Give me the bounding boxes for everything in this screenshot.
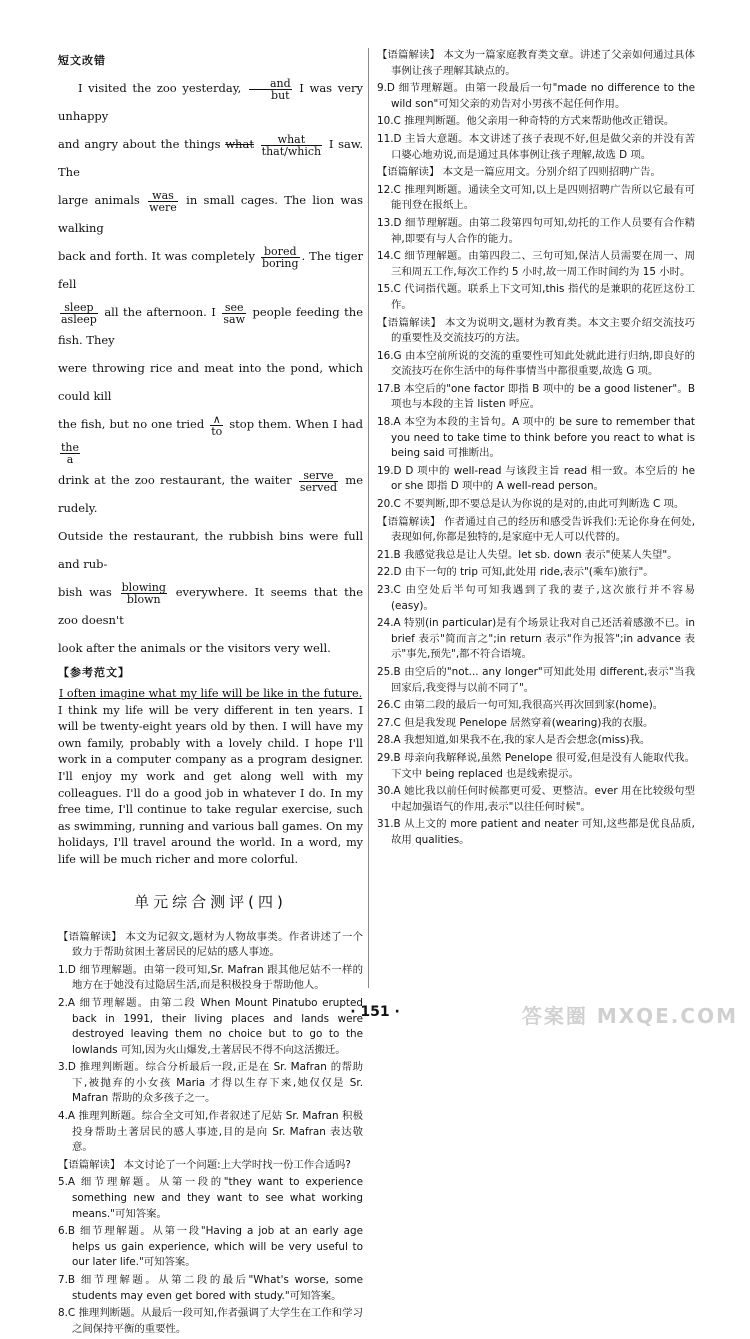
answer-entry: 14.C 细节理解题。由第四段二、三句可知,保洁人员需要在周一、周三和周五工作,每次工作约 5 小时,故一周工作时间约为 15 小时。 xyxy=(377,250,695,278)
corr-text: me rudely. xyxy=(58,473,364,515)
corr-line xyxy=(58,466,363,522)
answer-entry: 16.G 由本空前所说的交流的重要性可知此处就此进行归纳,即良好的交流技巧在你生活中的每件事情当中都很重要,故选 G 项。 xyxy=(377,349,695,378)
essay-body: I think my life will be very different in ten years. I will be twenty-eight years old by then. I will have my own family, probably with a lovely child. I hope I'll work in a computer company as a program designer. I'll enjoy my work and get along well with my colleagues. I'll do a good job in whatever I do. In my free time, I'll continue to take regular exercise, such as swimming, running and various ball games. On my holidays, I'll travel around the world. In a word, my life will be much richer and more colorful. xyxy=(58,703,363,866)
answer-entry: 23.C 由空处后半句可知我遇到了我的妻子,这次旅行并不容易(easy)。 xyxy=(377,584,695,612)
insert-mark: $\frac{\wedge}{to}$ xyxy=(211,412,223,438)
correction-mark: $\frac{\text{the}}{a}$ xyxy=(61,440,80,466)
corr-text: Outside the restaurant, the rubbish bins were full and rub- xyxy=(58,529,363,571)
corr-text: in small cages. The lion was walking xyxy=(58,193,364,235)
correction-mark: $\frac{\text{bored}}{\text{boring}}$ xyxy=(261,244,299,270)
sample-essay-label: 【参考范文】 xyxy=(58,666,130,679)
answer-entry: 3.D 推理判断题。综合分析最后一段,正是在 Sr. Mafran 的帮助下,被抛弃的小女孩 Maria 才得以生存下来,她仅仅是 Sr. Mafran 帮助的众多孩子之一。 xyxy=(58,1061,363,1105)
answer-entry: 25.B 由空后的"not... any longer"可知此处用 different,表示"当我回家后,我变得与以前不同了"。 xyxy=(377,665,695,694)
left-answer-list xyxy=(58,930,363,1338)
answer-entry: 5.A 细节理解题。从第一段的"they want to experience something new and they want to see what working means."可知答案。 xyxy=(58,1176,363,1220)
answer-entry: 15.C 代词指代题。联系上下文可知,this 指代的是兼职的花匠这份工作。 xyxy=(377,283,695,311)
right-answer-list xyxy=(377,48,695,849)
correction-label: 短文改错 xyxy=(58,54,106,67)
answer-entry: 27.C 但是我发现 Penelope 居然穿着(wearing)我的衣服。 xyxy=(377,716,654,729)
corr-text: large animals xyxy=(58,193,140,207)
correction-mark: $\frac{\text{see}}{\text{saw}}$ xyxy=(223,300,245,326)
page-number: · 151 · xyxy=(350,1004,400,1020)
answer-entry: 12.C 推理判断题。通读全文可知,以上是四则招聘广告所以它最有可能刊登在报纸上。 xyxy=(377,183,695,212)
answer-entry: 10.C 推理判断题。他父亲用一种奇特的方式来帮助他改正错误。 xyxy=(377,115,675,128)
answer-entry: 1.D 细节理解题。由第一段可知,Sr. Mafran 跟其他尼姑不一样的地方在于她没有过隐居生活,而是积极投身于帮助他人。 xyxy=(58,963,363,992)
answer-entry: 【语篇解读】 本文讨论了一个问题:上大学时找一份工作合适吗? xyxy=(58,1158,351,1171)
correction-mark: $\frac{\text{blowing}}{\text{blown}}$ xyxy=(121,580,166,606)
answer-entry: 【语篇解读】 本文为说明文,题材为教育类。本文主要介绍交流技巧的重要性及交流技巧的方法。 xyxy=(377,316,695,345)
answer-entry: 6.B 细节理解题。从第一段"Having a job at an early age helps us gain experience, which will be very useful to our later life."可知答案。 xyxy=(58,1225,363,1269)
answer-entry: 28.A 我想知道,如果我不在,我的家人是否会想念(miss)我。 xyxy=(377,734,651,747)
corr-text: were throwing rice and meat into the pond, which could kill xyxy=(58,361,363,403)
answer-entry: 9.D 细节理解题。由第一段最后一句"made no difference to the wild son"可知父亲的劝告对小男孩不起任何作用。 xyxy=(377,82,695,110)
answer-entry: 30.A 她比我以前任何时候都更可爱、更整洁。ever 用在比较级句型中起加强语气的作用,表示"以往任何时候"。 xyxy=(377,785,695,813)
correction-mark: $\frac{\text{was}}{\text{were}}$ xyxy=(149,188,177,214)
corr-text: drink at the zoo restaurant, the waiter xyxy=(58,473,292,487)
sample-essay xyxy=(58,686,363,869)
answer-entry: 13.D 细节理解题。由第二段第四句可知,幼托的工作人员要有合作精神,即要有与人合作的能力。 xyxy=(377,216,695,245)
left-column xyxy=(58,48,363,1339)
unit-title: 单元综合测评(四) xyxy=(134,892,287,911)
answer-entry: 4.A 推理判断题。综合全文可知,作者叙述了尼姑 Sr. Mafran 积极投身帮助土著居民的感人事迹,目的是向 Sr. Mafran 表达敬意。 xyxy=(58,1110,363,1154)
correction-mark: $\frac{\text{sleep}}{\text{asleep}}$ xyxy=(61,300,97,326)
corr-text: I saw. The xyxy=(58,137,363,179)
answer-entry: 21.B 我感觉我总是让人失望。let sb. down 表示"使某人失望"。 xyxy=(377,548,678,561)
corr-line xyxy=(58,354,363,410)
corr-text: stop them. When I had xyxy=(229,417,364,431)
corr-line xyxy=(58,578,363,634)
answer-entry: 2.A 细节理解题。由第二段 When Mount Pinatubo erupted back in 1991, their living places and lands were destroyed leaving them no choice but to go to the lowlands 可知,因为火山爆发,土著居民不得不向这活搬迁。 xyxy=(58,996,363,1056)
correction-mark: $\frac{\text{and}}{\text{but}}$ xyxy=(249,78,292,101)
right-column xyxy=(377,48,695,851)
column-divider xyxy=(368,48,369,988)
essay-opening: I often imagine what my life will be like in the future. xyxy=(58,687,363,700)
answer-entry: 20.C 不要判断,即不要总是认为你说的是对的,由此可判断选 C 项。 xyxy=(377,498,685,511)
answer-entry: 11.D 主旨大意题。本文讲述了孩子表现不好,但是做父亲的并没有苦口婆心地劝说,而是通过具体事例让孩子理解,故选 D 项。 xyxy=(377,132,695,161)
answer-entry: 29.B 母亲向我解释说,虽然 Penelope 很可爱,但是没有人能取代我。下文中 being replaced 也是线索提示。 xyxy=(377,751,695,780)
answer-entry: 【语篇解读】 本文为一篇家庭教育类文章。讲述了父亲如何通过具体事例让孩子理解其缺点的。 xyxy=(377,49,695,77)
corr-text: back and forth. It was completely xyxy=(58,249,255,263)
corr-text: everywhere. It seems that the zoo doesn't xyxy=(58,585,364,627)
correction-passage xyxy=(58,74,363,662)
corr-text: I was very unhappy xyxy=(58,81,364,123)
answer-entry: 【语篇解读】 本文为记叙文,题材为人物故事类。作者讲述了一个致力于帮助贫困土著居民的尼姑的感人事迹。 xyxy=(58,930,363,959)
answer-entry: 19.D D 项中的 well-read 与该段主旨 read 相一致。本空后的 he or she 即指 D 项中的 A well-read person。 xyxy=(377,464,695,493)
correction-mark: $\frac{\text{what}}{\text{that/which}}$ xyxy=(261,132,322,158)
corr-line xyxy=(58,634,363,662)
watermark-logo: 答案圈 MXQE.COM xyxy=(521,1004,738,1028)
answer-entry: 7.B 细节理解题。从第二段的最后"What's worse, some students may even get bored with study."可知答案。 xyxy=(58,1274,363,1302)
corr-text: the fish, but no one tried xyxy=(58,417,205,431)
corr-line xyxy=(58,522,363,578)
corr-line xyxy=(58,410,363,466)
answer-entry: 【语篇解读】 本文是一篇应用文。分别介绍了四则招聘广告。 xyxy=(377,166,661,179)
correction-mark: $\frac{\text{serve}}{\text{served}}$ xyxy=(299,468,338,494)
answer-entry: 17.B 本空后的"one factor 即指 B 项中的 be a good listener"。B 项也与本段的主旨 listen 呼应。 xyxy=(377,382,695,411)
corr-line xyxy=(58,130,363,186)
corr-text: all the afternoon. I xyxy=(104,305,216,319)
deleted-word: what xyxy=(225,137,254,151)
corr-text: I visited the zoo yesterday, xyxy=(78,81,242,95)
answer-entry: 【语篇解读】 作者通过自己的经历和感受告诉我们:无论你身在何处,表现如何,你都是独特的,是家庭中无人可以代替的。 xyxy=(377,515,695,544)
corr-text: bish was xyxy=(58,585,112,599)
answer-entry: 24.A 特别(in particular)是有个场景让我对自己还活着感激不已。in brief 表示"简而言之";in return 表示"作为报答";in advance 表示"事先,预先",都不符合语境。 xyxy=(377,617,695,661)
corr-line xyxy=(58,298,363,354)
corr-text: people feeding the fish. They xyxy=(58,305,364,347)
answer-entry: 31.B 从上文的 more patient and neater 可知,这些都是优良品质,故用 qualities。 xyxy=(377,818,695,846)
answer-entry: 26.C 由第二段的最后一句可知,我很高兴再次回到家(home)。 xyxy=(377,699,664,712)
corr-line xyxy=(58,242,363,298)
corr-text: and angry about the things xyxy=(58,137,221,151)
corr-text: look after the animals or the visitors very well. xyxy=(58,641,331,655)
answer-entry: 8.C 推理判断题。从最后一段可知,作者强调了大学生在工作和学习之间保持平衡的重要性。 xyxy=(58,1307,363,1335)
answer-entry: 18.A 本空为本段的主旨句。A 项中的 be sure to remember that you need to take time to think before you react to what is being said 可推断出。 xyxy=(377,416,695,460)
corr-text: . The tiger fell xyxy=(58,249,364,291)
answer-entry: 22.D 由下一句的 trip 可知,此处用 ride,表示"(乘车)旅行"。 xyxy=(377,566,654,579)
corr-line xyxy=(58,186,363,242)
corr-line xyxy=(58,74,363,130)
